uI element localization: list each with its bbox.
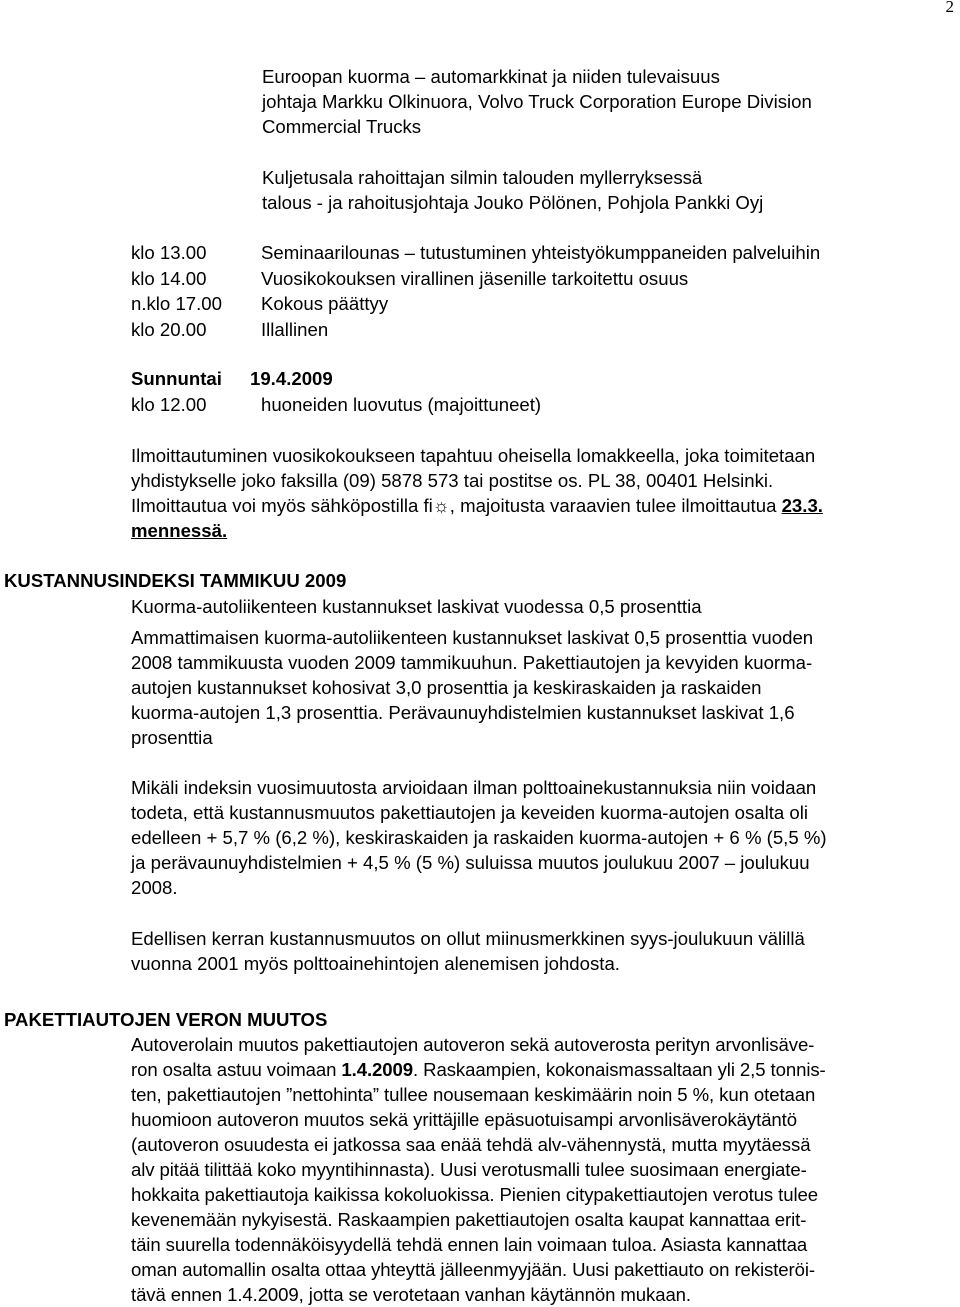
paragraph-line: tävä ennen 1.4.2009, jotta se verotetaan vanhan käytännön mukaan. bbox=[131, 1284, 691, 1305]
talk-2 bbox=[262, 165, 763, 215]
section-heading-cost-index: KUSTANNUSINDEKSI TAMMIKUU 2009 bbox=[4, 570, 347, 591]
paragraph-line: autojen kustannukset kohosivat 3,0 prosenttia ja keskiraskaiden ja raskaiden bbox=[131, 677, 762, 698]
registration-line-text: Ilmoittautua voi myös sähköpostilla fi☼, majoitusta varaavien tulee ilmoittautua bbox=[131, 495, 777, 516]
paragraph-line: täin suurella todennäköisyydellä tehdä ennen lain voimaan tuloa. Asiasta kannattaa bbox=[131, 1234, 808, 1255]
schedule-desc: Illallinen bbox=[261, 318, 329, 340]
talk-1 bbox=[262, 64, 812, 139]
page-number: 2 bbox=[945, 0, 954, 16]
talk-1-title: Euroopan kuorma – automarkkinat ja niiden tulevaisuus bbox=[262, 66, 720, 87]
schedule-desc: Vuosikokouksen virallinen jäsenille tarkoitettu osuus bbox=[261, 267, 689, 289]
schedule-desc: Seminaarilounas – tutustuminen yhteistyökumppaneiden palveluihin bbox=[261, 242, 821, 263]
paragraph-line: 2008 tammikuusta vuoden 2009 tammikuuhun. Pakettiautojen ja kevyiden kuorma- bbox=[131, 652, 813, 673]
paragraph-line: (autoveron osuudesta ei jatkossa saa enää tehdä alv-vähennystä, mutta myytäessä bbox=[131, 1134, 811, 1155]
paragraph-line: Edellisen kerran kustannusmuutos on ollut miinusmerkkinen syys-joulukuun välillä bbox=[131, 928, 805, 949]
registration-deadline-word: mennessä. bbox=[131, 520, 228, 541]
paragraph-line bbox=[131, 1057, 826, 1082]
paragraph-line: prosenttia bbox=[131, 727, 213, 748]
section-subheading: Kuorma-autoliikenteen kustannukset laskivat vuodessa 0,5 prosenttia bbox=[131, 596, 702, 617]
registration-line: Ilmoittautuminen vuosikokoukseen tapahtuu oheisella lomakkeella, joka toimitetaan bbox=[131, 445, 816, 466]
registration-line bbox=[131, 493, 823, 518]
schedule-time: klo 20.00 bbox=[131, 318, 207, 340]
section-heading-van-tax: PAKETTIAUTOJEN VERON MUUTOS bbox=[4, 1009, 328, 1030]
registration-paragraph bbox=[131, 443, 823, 543]
registration-line: yhdistykselle joko faksilla (09) 5878 573 tai postitse os. PL 38, 00401 Helsinki. bbox=[131, 470, 774, 491]
schedule-time: klo 13.00 bbox=[131, 242, 207, 263]
paragraph-line: ja perävaunuyhdistelmien + 4,5 % (5 %) suluissa muutos joulukuu 2007 – joulukuu bbox=[131, 852, 810, 873]
paragraph-line: vuonna 2001 myös polttoainehintojen alenemisen johdosta. bbox=[131, 953, 620, 974]
paragraph-line: 2008. bbox=[131, 877, 178, 898]
schedule-desc: Kokous päättyy bbox=[261, 293, 389, 314]
paragraph-line-text: ron osalta astuu voimaan bbox=[131, 1059, 342, 1080]
sunday-label: Sunnuntai bbox=[131, 368, 222, 389]
talk-2-speaker: talous - ja rahoitusjohtaja Jouko Pölönen, Pohjola Pankki Oyj bbox=[262, 192, 764, 213]
paragraph-line: huomioon autoveron muutos sekä yrittäjille epäsuotuisampi arvonlisäverokäytäntö bbox=[131, 1109, 797, 1130]
schedule-time: klo 14.00 bbox=[131, 267, 207, 289]
paragraph-line: oman automallin osalta ottaa yhteyttä jälleenmyyjään. Uusi pakettiauto on rekisteröi- bbox=[131, 1259, 815, 1280]
paragraph-line-text: . Raskaampien, kokonaismassaltaan yli 2,5 tonnis- bbox=[413, 1059, 826, 1080]
schedule-desc: huoneiden luovutus (majoittuneet) bbox=[261, 393, 542, 415]
cost-index-paragraph-2 bbox=[131, 775, 827, 900]
schedule-time: n.klo 17.00 bbox=[131, 293, 222, 314]
cost-index-paragraph-3 bbox=[131, 926, 805, 976]
paragraph-line: kuorma-autojen 1,3 prosenttia. Perävaunuyhdistelmien kustannukset laskivat 1,6 bbox=[131, 702, 795, 723]
cost-index-paragraph-1 bbox=[131, 625, 813, 750]
paragraph-line: hokkaita pakettiautoja kaikissa kokoluokissa. Pienien citypakettiautojen verotus tulee bbox=[131, 1184, 819, 1205]
talk-1-speaker-cont: Commercial Trucks bbox=[262, 116, 422, 137]
talk-2-title: Kuljetusala rahoittajan silmin talouden myllerryksessä bbox=[262, 167, 703, 188]
paragraph-line: ten, pakettiautojen ”nettohinta” tullee nousemaan keskimäärin noin 5 %, kun otetaan bbox=[131, 1084, 816, 1105]
talk-1-speaker: johtaja Markku Olkinuora, Volvo Truck Corporation Europe Division bbox=[262, 91, 812, 112]
paragraph-line: Autoverolain muutos pakettiautojen autoveron sekä autoverosta perityn arvonlisäve- bbox=[131, 1034, 815, 1055]
paragraph-line: alv pitää tilittää koko myyntihinnasta). Uusi verotusmalli tulee suosimaan energiate- bbox=[131, 1159, 807, 1180]
paragraph-line: Ammattimaisen kuorma-autoliikenteen kustannukset laskivat 0,5 prosenttia vuoden bbox=[131, 627, 814, 648]
registration-deadline-date: 23.3. bbox=[781, 495, 823, 516]
paragraph-line: edelleen + 5,7 % (6,2 %), keskiraskaiden ja raskaiden kuorma-autojen + 6 % (5,5 %) bbox=[131, 827, 827, 848]
schedule-time: klo 12.00 bbox=[131, 393, 207, 415]
van-tax-paragraph bbox=[131, 1032, 826, 1307]
paragraph-line: todeta, että kustannusmuutos pakettiautojen ja keveiden kuorma-autojen osalta oli bbox=[131, 802, 809, 823]
paragraph-line: Mikäli indeksin vuosimuutosta arvioidaan ilman polttoainekustannuksia niin voidaan bbox=[131, 777, 817, 798]
sunday-date: 19.4.2009 bbox=[250, 368, 333, 389]
effective-date: 1.4.2009 bbox=[341, 1059, 413, 1080]
paragraph-line: kevenemään nykyisestä. Raskaampien pakettiautojen osalta kaupat kannattaa erit- bbox=[131, 1209, 807, 1230]
